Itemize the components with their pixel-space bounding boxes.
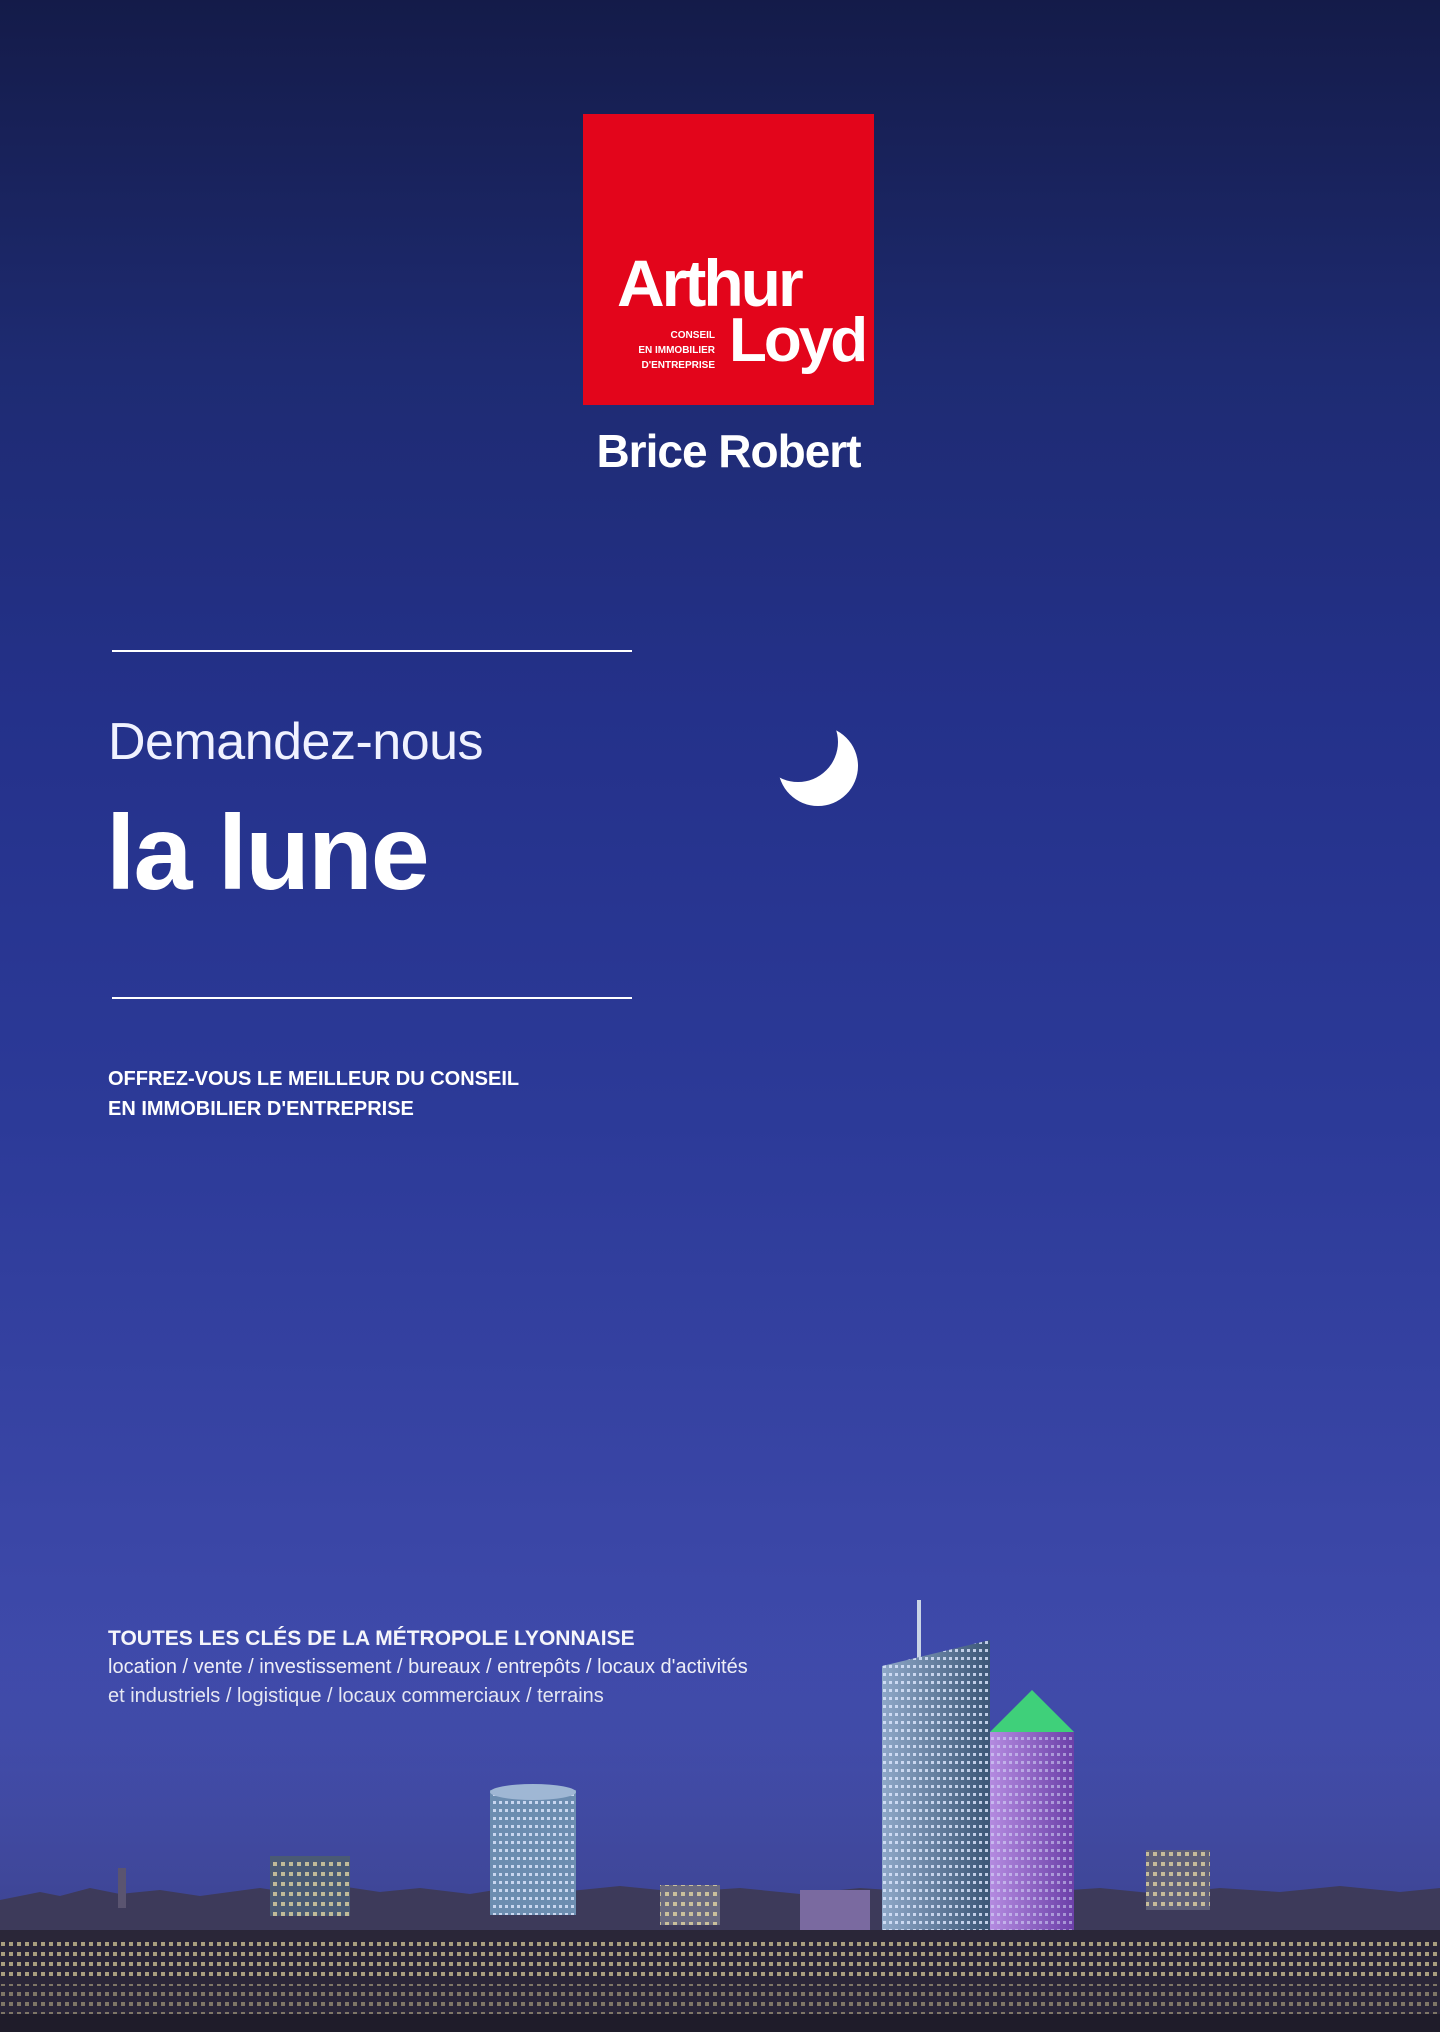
logo-tagline xyxy=(605,328,715,373)
divider-top xyxy=(112,650,632,652)
lyon-skyline-image xyxy=(0,1600,1440,2032)
arthur-loyd-logo xyxy=(583,114,874,405)
logo-tagline-line: CONSEIL xyxy=(670,330,715,341)
agency-name: Brice Robert xyxy=(596,425,861,477)
offer-line: EN IMMOBILIER D'ENTREPRISE xyxy=(108,1098,414,1120)
logo-name-bottom: Loyd xyxy=(729,306,866,375)
offer-line: OFFREZ-VOUS LE MEILLEUR DU CONSEIL xyxy=(108,1068,520,1090)
headline-line2: la lune xyxy=(106,794,428,912)
logo-tagline-line: D'ENTREPRISE xyxy=(641,360,715,371)
logo-tagline-line: EN IMMOBILIER xyxy=(638,345,715,356)
divider-bottom xyxy=(112,997,632,999)
offer-text xyxy=(108,1064,519,1124)
logo-name-top: Arthur xyxy=(617,246,801,320)
headline-line1: Demandez-nous xyxy=(108,713,484,771)
crescent-moon-icon xyxy=(768,712,864,816)
